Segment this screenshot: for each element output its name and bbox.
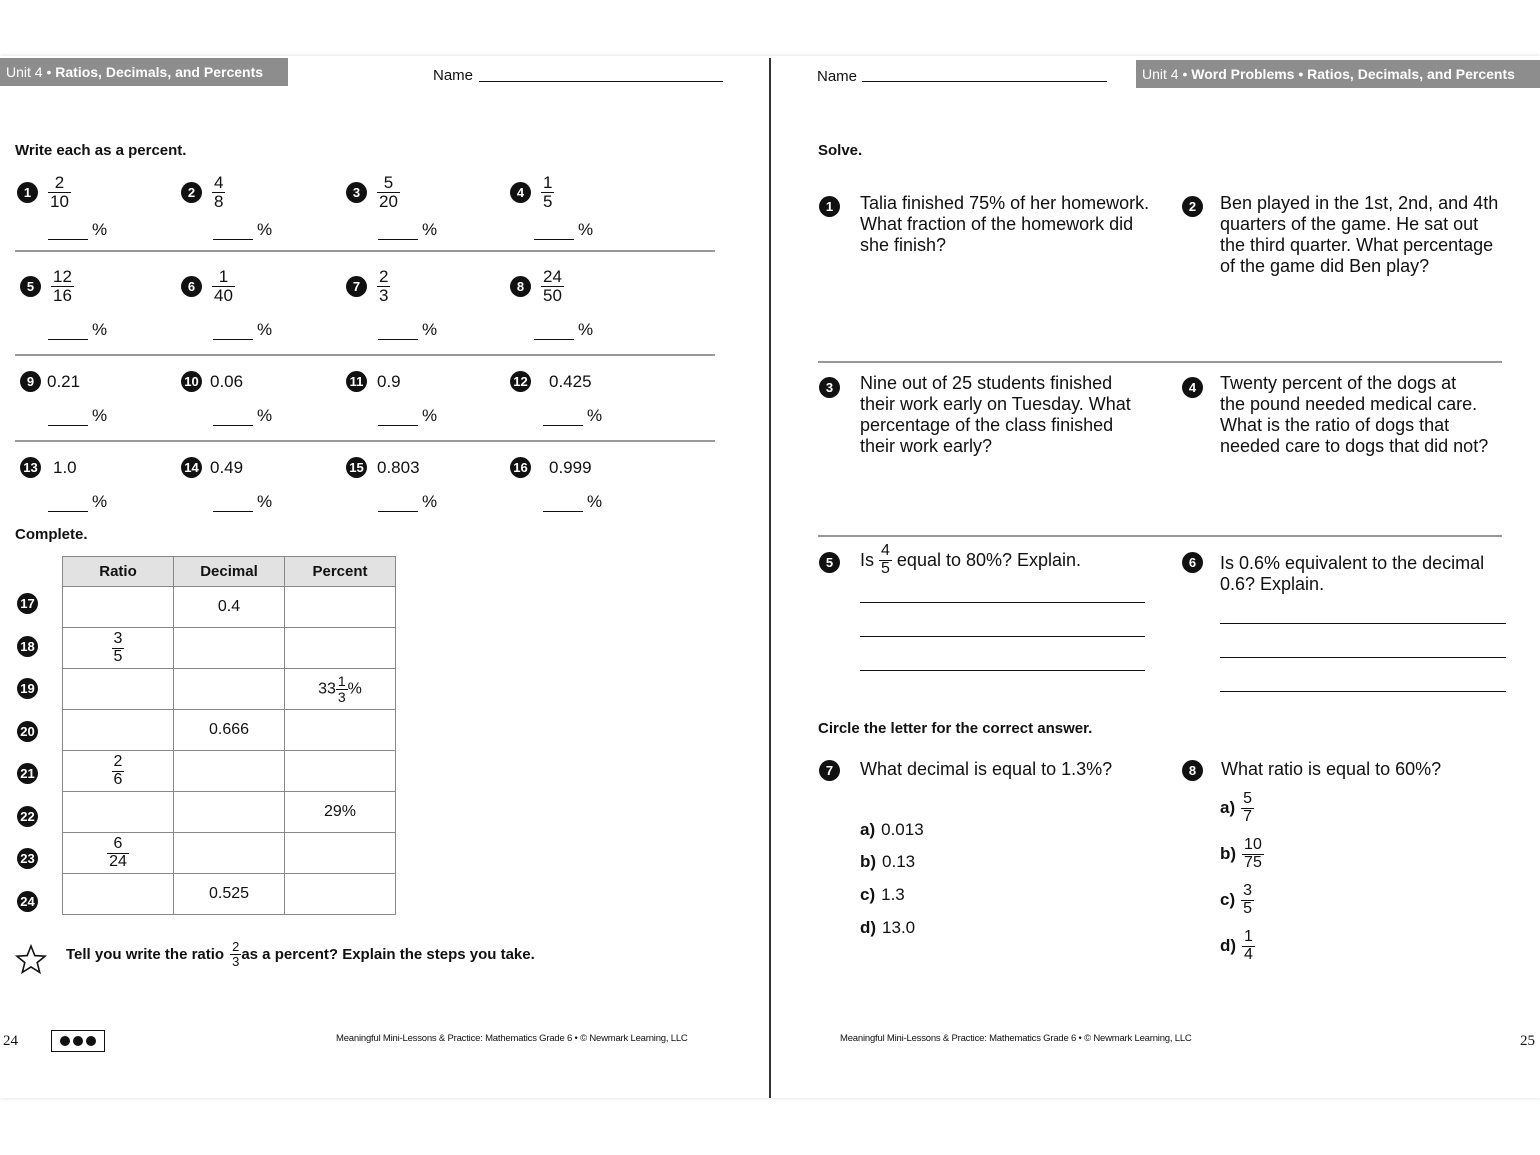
problem-11 bbox=[346, 371, 401, 392]
decimal-cell: 0.4 bbox=[174, 587, 285, 628]
unit-title: Word Problems • Ratios, Decimals, and Percents bbox=[1191, 66, 1515, 82]
section-rule bbox=[818, 535, 1502, 537]
table-row bbox=[63, 628, 396, 669]
answer-blank[interactable]: % bbox=[48, 220, 107, 240]
section-rule bbox=[15, 250, 715, 252]
fraction: $\frac{4}{8}$ bbox=[214, 173, 224, 211]
problem-12 bbox=[510, 371, 592, 392]
fraction: $\frac{1}{40}$ bbox=[214, 267, 233, 305]
fraction: $\frac{24}{50}$ bbox=[543, 267, 562, 305]
decimal-value: 0.21 bbox=[47, 371, 81, 391]
fraction: $\frac{1}{5}$ bbox=[543, 173, 553, 211]
number-badge: 22 bbox=[17, 806, 38, 827]
number-badge: 4 bbox=[510, 182, 531, 203]
word-problem-1: Talia finished 75% of her homework. What fraction of the homework did she finish? bbox=[860, 193, 1150, 255]
number-badge: 1 bbox=[17, 182, 38, 203]
conversion-table bbox=[62, 556, 396, 915]
answer-line[interactable] bbox=[860, 670, 1145, 671]
unit-prefix: Unit 4 • bbox=[6, 64, 52, 80]
decimal-cell[interactable] bbox=[174, 628, 285, 669]
table-row bbox=[63, 833, 396, 874]
decimal-cell[interactable] bbox=[174, 833, 285, 874]
table-row bbox=[63, 669, 396, 710]
number-badge: 2 bbox=[181, 182, 202, 203]
percent-cell[interactable] bbox=[285, 710, 396, 751]
decimal-cell[interactable] bbox=[174, 751, 285, 792]
problem-7-question: What decimal is equal to 1.3%? bbox=[860, 759, 1113, 779]
answer-blank[interactable]: % bbox=[378, 492, 437, 512]
unit-banner-right bbox=[1136, 60, 1540, 88]
answer-blank[interactable]: % bbox=[48, 406, 107, 426]
problem-6 bbox=[181, 268, 235, 305]
problem-2 bbox=[181, 174, 225, 211]
number-badge: 7 bbox=[346, 276, 367, 297]
ratio-cell[interactable] bbox=[63, 792, 174, 833]
decimal-cell[interactable] bbox=[174, 669, 285, 710]
answer-blank[interactable]: % bbox=[213, 320, 272, 340]
percent-cell[interactable] bbox=[285, 751, 396, 792]
ratio-cell: $\frac{6}{24}$ bbox=[63, 833, 174, 874]
name-field[interactable] bbox=[862, 81, 1107, 82]
name-label: Name bbox=[817, 68, 858, 85]
number-badge: 9 bbox=[20, 371, 41, 392]
decimal-value: 0.06 bbox=[210, 371, 244, 391]
number-badge: 8 bbox=[1182, 760, 1203, 781]
answer-line[interactable] bbox=[1220, 657, 1506, 658]
decimal-value: 1.0 bbox=[53, 457, 77, 477]
choice-c[interactable]: c) $\frac{3}{5}$ bbox=[1220, 882, 1253, 917]
problem-14 bbox=[181, 457, 243, 478]
decimal-cell[interactable] bbox=[174, 792, 285, 833]
answer-line[interactable] bbox=[860, 636, 1145, 637]
percent-cell: 29% bbox=[285, 792, 396, 833]
fraction: $\frac{5}{20}$ bbox=[379, 173, 398, 211]
number-badge: 13 bbox=[20, 457, 41, 478]
header-percent: Percent bbox=[285, 557, 396, 587]
percent-cell[interactable] bbox=[285, 587, 396, 628]
number-badge: 7 bbox=[819, 760, 840, 781]
number-badge: 12 bbox=[510, 371, 531, 392]
number-badge: 11 bbox=[346, 371, 367, 392]
number-badge: 23 bbox=[17, 848, 38, 869]
number-badge: 3 bbox=[346, 182, 367, 203]
decimal-cell: 0.666 bbox=[174, 710, 285, 751]
decimal-value: 0.49 bbox=[210, 457, 244, 477]
number-badge: 19 bbox=[17, 678, 38, 699]
choice-b[interactable]: b) 0.13 bbox=[860, 852, 916, 871]
fraction: $\frac{12}{16}$ bbox=[53, 267, 72, 305]
answer-blank[interactable]: % bbox=[543, 406, 602, 426]
word-problem-4: Twenty percent of the dogs at the pound needed medical care. What is the ratio of dogs that needed care to dogs that did not? bbox=[1220, 373, 1489, 456]
fraction: $\frac{2}{3}$ bbox=[379, 267, 389, 305]
unit-prefix: Unit 4 • bbox=[1142, 66, 1188, 82]
number-badge: 18 bbox=[17, 636, 38, 657]
footer-credit-right: Meaningful Mini-Lessons & Practice: Mathematics Grade 6 • © Newmark Learning, LLC bbox=[840, 1033, 1192, 1044]
instruction-circle-answer: Circle the letter for the correct answer. bbox=[818, 720, 1093, 737]
number-badge: 4 bbox=[1182, 377, 1203, 398]
answer-blank[interactable]: % bbox=[378, 220, 437, 240]
problem-5-question: Is $\frac{4}{5}$ equal to 80%? Explain. bbox=[860, 542, 1082, 577]
problem-6-question: Is 0.6% equivalent to the decimal 0.6? Explain. bbox=[1220, 553, 1485, 594]
name-field[interactable] bbox=[479, 81, 723, 82]
number-badge: 6 bbox=[181, 276, 202, 297]
problem-8 bbox=[510, 268, 564, 305]
problem-16 bbox=[510, 457, 592, 478]
problem-7 bbox=[346, 268, 390, 305]
problem-1 bbox=[17, 174, 71, 211]
problem-15 bbox=[346, 457, 420, 478]
answer-blank[interactable]: % bbox=[213, 406, 272, 426]
number-badge: 3 bbox=[819, 377, 840, 398]
star-challenge-prompt: Tell you write the ratio $\frac{2}{3}$ as a percent? Explain the steps you take. bbox=[66, 939, 535, 969]
table-row bbox=[63, 874, 396, 915]
decimal-cell: 0.525 bbox=[174, 874, 285, 915]
header-ratio: Ratio bbox=[63, 557, 174, 587]
problem-13 bbox=[20, 457, 77, 478]
answer-blank[interactable]: % bbox=[378, 406, 437, 426]
choice-a[interactable]: a) $\frac{5}{7}$ bbox=[1220, 790, 1253, 825]
unit-banner-left bbox=[0, 58, 288, 86]
fraction: $\frac{2}{10}$ bbox=[50, 173, 69, 211]
instruction-complete: Complete. bbox=[15, 526, 88, 543]
table-row bbox=[63, 587, 396, 628]
header-decimal: Decimal bbox=[174, 557, 285, 587]
decimal-value: 0.803 bbox=[377, 457, 420, 477]
instruction-solve: Solve. bbox=[818, 142, 863, 159]
answer-blank[interactable]: % bbox=[543, 492, 602, 512]
choice-d[interactable]: d) 13.0 bbox=[860, 918, 916, 937]
page-number-left: 24 bbox=[3, 1033, 18, 1049]
problem-9 bbox=[20, 371, 80, 392]
answer-blank[interactable]: % bbox=[378, 320, 437, 340]
number-badge: 6 bbox=[1182, 552, 1203, 573]
table-row bbox=[63, 710, 396, 751]
percent-cell[interactable] bbox=[285, 833, 396, 874]
page-gutter bbox=[769, 58, 771, 1098]
star-icon bbox=[15, 944, 47, 979]
table-row bbox=[63, 792, 396, 833]
name-label: Name bbox=[433, 67, 474, 84]
choice-c[interactable]: c) 1.3 bbox=[860, 885, 905, 904]
answer-blank[interactable]: % bbox=[48, 492, 107, 512]
table-row bbox=[63, 751, 396, 792]
answer-line[interactable] bbox=[1220, 623, 1506, 624]
number-badge: 5 bbox=[20, 276, 41, 297]
number-badge: 24 bbox=[17, 891, 38, 912]
number-badge: 10 bbox=[181, 371, 202, 392]
answer-blank[interactable]: % bbox=[213, 492, 272, 512]
number-badge: 17 bbox=[17, 593, 38, 614]
ratio-cell[interactable] bbox=[63, 710, 174, 751]
number-badge: 14 bbox=[181, 457, 202, 478]
number-badge: 5 bbox=[819, 552, 840, 573]
number-badge: 15 bbox=[346, 457, 367, 478]
ratio-cell[interactable] bbox=[63, 874, 174, 915]
section-rule bbox=[15, 440, 715, 442]
number-badge: 16 bbox=[510, 457, 531, 478]
number-badge: 21 bbox=[17, 763, 38, 784]
word-problem-2: Ben played in the 1st, 2nd, and 4th quarters of the game. He sat out the third quarter. What percentage of the game did Ben play? bbox=[1220, 193, 1499, 276]
instruction-write-percent: Write each as a percent. bbox=[15, 142, 187, 159]
problem-4 bbox=[510, 174, 554, 211]
footer-credit-left: Meaningful Mini-Lessons & Practice: Mathematics Grade 6 • © Newmark Learning, LLC bbox=[336, 1033, 688, 1044]
ratio-cell[interactable] bbox=[63, 669, 174, 710]
number-badge: 1 bbox=[819, 196, 840, 217]
choice-b[interactable]: b) $\frac{10}{75}$ bbox=[1220, 836, 1262, 871]
section-rule bbox=[818, 361, 1502, 363]
problem-10 bbox=[181, 371, 243, 392]
answer-blank[interactable]: % bbox=[213, 220, 272, 240]
ratio-cell: $\frac{3}{5}$ bbox=[63, 628, 174, 669]
answer-blank[interactable]: % bbox=[534, 320, 593, 340]
problem-5 bbox=[20, 268, 74, 305]
answer-blank[interactable]: % bbox=[48, 320, 107, 340]
page-number-right: 25 bbox=[1520, 1033, 1535, 1049]
unit-title: Ratios, Decimals, and Percents bbox=[55, 64, 264, 80]
problem-3 bbox=[346, 174, 400, 211]
ratio-cell[interactable] bbox=[63, 587, 174, 628]
section-rule bbox=[15, 354, 715, 356]
answer-line[interactable] bbox=[1220, 691, 1506, 692]
number-badge: 2 bbox=[1182, 196, 1203, 217]
word-problem-3: Nine out of 25 students finished their work early on Tuesday. What percentage of the class finished their work early? bbox=[860, 373, 1131, 456]
problem-8-question: What ratio is equal to 60%? bbox=[1221, 759, 1442, 779]
number-badge: 8 bbox=[510, 276, 531, 297]
decimal-value: 0.999 bbox=[549, 457, 592, 477]
percent-cell[interactable] bbox=[285, 628, 396, 669]
difficulty-dots-icon bbox=[51, 1030, 105, 1052]
ratio-cell: $\frac{2}{6}$ bbox=[63, 751, 174, 792]
percent-cell[interactable] bbox=[285, 874, 396, 915]
decimal-value: 0.9 bbox=[377, 371, 401, 391]
answer-blank[interactable]: % bbox=[534, 220, 593, 240]
answer-line[interactable] bbox=[860, 602, 1145, 603]
number-badge: 20 bbox=[17, 721, 38, 742]
percent-cell: 33 $\frac{1}{3}$ % bbox=[285, 669, 396, 710]
choice-a[interactable]: a) 0.013 bbox=[860, 820, 924, 839]
decimal-value: 0.425 bbox=[549, 371, 592, 391]
choice-d[interactable]: d) $\frac{1}{4}$ bbox=[1220, 928, 1253, 963]
